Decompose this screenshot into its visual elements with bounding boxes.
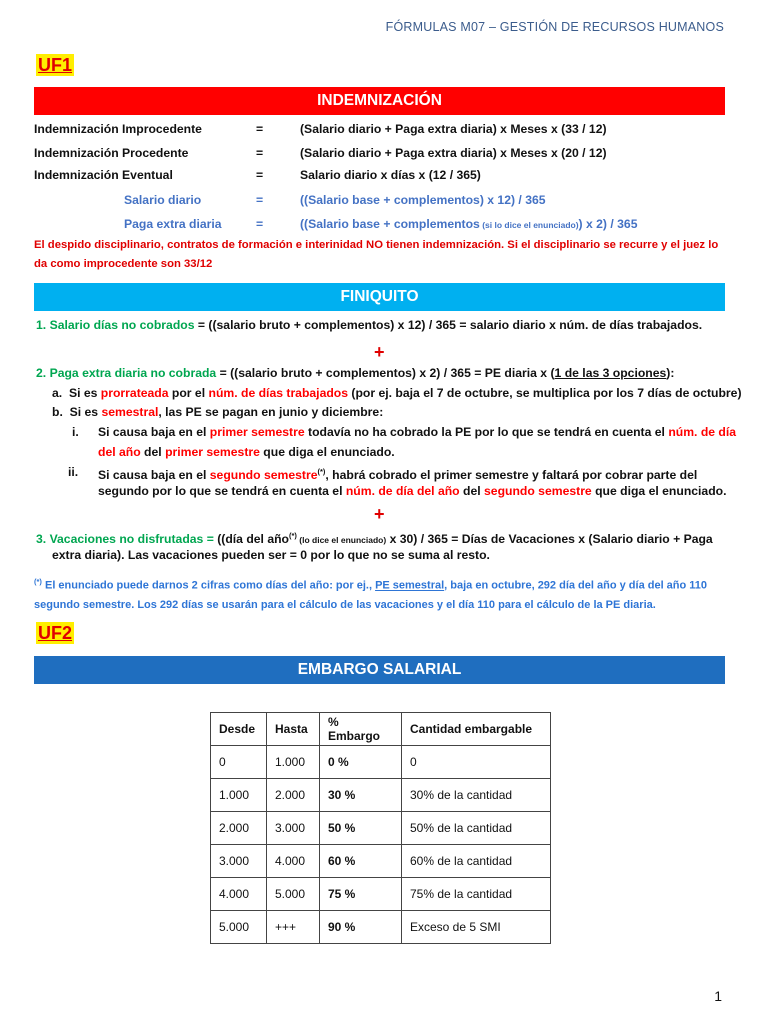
table-cell: 0 <box>211 746 267 779</box>
equals-sign: = <box>256 146 264 160</box>
table-cell: 1.000 <box>211 779 267 812</box>
table-cell: 60% de la cantidad <box>402 845 551 878</box>
text: Si causa baja en el <box>98 468 210 483</box>
finiquito-item-1 <box>36 316 702 334</box>
indemnizacion-banner: INDEMNIZACIÓN <box>34 87 725 115</box>
finiquito-item-2b-i <box>98 423 736 441</box>
equals-sign: = <box>256 122 264 136</box>
text: del <box>140 445 166 459</box>
item-text: = ((salario bruto + complementos) x 2) / 365 = PE diaria x ( <box>216 366 555 380</box>
table-cell: 1.000 <box>267 746 320 779</box>
formula-note: (si lo dice el enunciado) <box>479 220 579 230</box>
table-cell: 75% de la cantidad <box>402 878 551 911</box>
roman-number: ii. <box>68 465 79 479</box>
embargo-banner: EMBARGO SALARIAL <box>34 656 725 684</box>
text: Si es <box>68 386 101 400</box>
table-cell: 75 % <box>320 878 402 911</box>
finiquito-banner: FINIQUITO <box>34 283 725 311</box>
highlight: núm. de día <box>668 425 737 439</box>
item-label: Paga extra diaria no cobrada <box>49 366 217 380</box>
highlight: semestral <box>101 405 159 419</box>
row-label: Paga extra diaria <box>124 217 222 231</box>
item-underline: 1 de las 3 opciones <box>554 366 667 380</box>
table-cell: 4.000 <box>267 845 320 878</box>
text: , habrá cobrado el primer semestre y faltará por cobrar parte del <box>325 468 698 483</box>
finiquito-footnote <box>34 572 734 615</box>
item-label: Salario días no cobrados <box>49 318 195 332</box>
embargo-table <box>210 712 551 944</box>
uf2-label: UF2 <box>38 623 73 643</box>
row-label: Salario diario <box>124 193 202 207</box>
row-formula <box>300 215 638 233</box>
uf1-label: UF1 <box>38 55 73 75</box>
page-number: 1 <box>714 988 722 1004</box>
table-cell: 30 % <box>320 779 402 812</box>
table-cell: 3.000 <box>267 812 320 845</box>
text: El enunciado puede darnos 2 cifras como días del año: por ej., <box>41 579 376 592</box>
column-header: % Embargo <box>320 713 402 746</box>
table-cell: 50% de la cantidad <box>402 812 551 845</box>
item-text: = ((salario bruto + complementos) x 12) / 365 = salario diario x núm. de días trabajados. <box>194 318 703 332</box>
highlight: del año <box>98 445 141 459</box>
table-cell: 2.000 <box>211 812 267 845</box>
table-row <box>211 911 551 944</box>
table-row <box>211 845 551 878</box>
finiquito-item-3-cont: extra diaria). Las vacaciones pueden ser = 0 por lo que no se suma al resto. <box>52 548 490 562</box>
item-label: Vacaciones no disfrutadas = <box>49 532 214 547</box>
footnote-marker: (*) <box>289 531 297 540</box>
table-row <box>211 746 551 779</box>
text: (por ej. baja el 7 de octubre, se multiplica por los 7 días de octubre) <box>348 386 742 400</box>
highlight: primer semestre <box>209 425 305 439</box>
table-row <box>211 878 551 911</box>
text: por el <box>168 386 209 400</box>
text: segundo por lo que se tendrá en cuenta el <box>98 484 346 498</box>
formula-part: ((Salario base + complementos <box>300 217 480 231</box>
text: Si causa baja en el <box>98 425 210 439</box>
table-header-row <box>211 713 551 746</box>
equals-sign: = <box>256 193 264 207</box>
item-text: x 30) / 365 = Días de Vacaciones x (Salario diario + Paga <box>386 532 713 547</box>
text: , baja en octubre, 292 día del año y día del año 110 <box>444 579 708 592</box>
table-cell: 4.000 <box>211 878 267 911</box>
highlight: segundo semestre <box>484 484 592 498</box>
row-label: Indemnización Eventual <box>34 168 173 182</box>
table-cell: 60 % <box>320 845 402 878</box>
formula-part: ) x 2) / 365 <box>578 217 638 231</box>
equals-sign: = <box>256 217 264 231</box>
highlight: prorrateada <box>100 386 169 400</box>
item-text: ((día del año <box>213 532 289 547</box>
highlight: núm. de días trabajados <box>208 386 349 400</box>
sub-number: b. <box>52 405 63 419</box>
finiquito-item-2b-i-cont <box>98 443 395 461</box>
highlight: núm. de día del año <box>345 484 460 498</box>
table-cell: 50 % <box>320 812 402 845</box>
finiquito-item-2 <box>36 364 674 382</box>
text: del <box>459 484 485 498</box>
table-cell: +++ <box>267 911 320 944</box>
column-header: Hasta <box>267 713 320 746</box>
item-number: 1. <box>36 318 47 332</box>
table-cell: 0 <box>402 746 551 779</box>
text: Si es <box>69 405 102 419</box>
text: que diga el enunciado. <box>591 484 727 498</box>
text: todavía no ha cobrado la PE por lo que se tendrá en cuenta el <box>304 425 669 439</box>
finiquito-item-2b-ii-cont <box>98 482 726 500</box>
table-cell: 2.000 <box>267 779 320 812</box>
row-formula: (Salario diario + Paga extra diaria) x Meses x (20 / 12) <box>300 146 607 160</box>
text: , las PE se pagan en junio y diciembre: <box>158 405 384 419</box>
document-header-title: FÓRMULAS M07 – GESTIÓN DE RECURSOS HUMANOS <box>385 20 724 34</box>
roman-number: i. <box>72 425 79 439</box>
table-cell: Exceso de 5 SMI <box>402 911 551 944</box>
equals-sign: = <box>256 168 264 182</box>
row-label: Indemnización Procedente <box>34 146 189 160</box>
item-number: 3. <box>36 532 47 547</box>
table-cell: 3.000 <box>211 845 267 878</box>
row-formula: Salario diario x días x (12 / 365) <box>300 168 481 182</box>
indemnizacion-row <box>34 120 202 138</box>
plus-sign: + <box>374 342 385 362</box>
highlight: segundo semestre <box>209 468 318 483</box>
table-row <box>211 812 551 845</box>
underline-text: PE semestral <box>375 579 445 592</box>
item-number: 2. <box>36 366 47 380</box>
table-cell: 0 % <box>320 746 402 779</box>
row-formula: (Salario diario + Paga extra diaria) x Meses x (33 / 12) <box>300 122 607 136</box>
table-cell: 5.000 <box>211 911 267 944</box>
table-cell: 5.000 <box>267 878 320 911</box>
table-cell: 90 % <box>320 911 402 944</box>
indemnizacion-note: El despido disciplinario, contratos de formación e interinidad NO tienen indemnización. Si el disciplinario se recurre y el juez lo da como improcedente son 33/12 <box>34 239 719 270</box>
text: segundo semestre. Los 292 días se usarán para el cálculo de las vacaciones y el día 110 para el cálculo de la PE diaria. <box>34 598 656 611</box>
text: que diga el enunciado. <box>259 445 395 459</box>
row-label: Indemnización Improcedente <box>34 122 202 136</box>
row-formula: ((Salario base + complementos) x 12) / 365 <box>300 193 546 207</box>
finiquito-item-2b <box>52 403 383 421</box>
plus-sign: + <box>374 504 385 524</box>
table-cell: 30% de la cantidad <box>402 779 551 812</box>
highlight: primer semestre <box>165 445 260 459</box>
footnote-marker: (*) <box>317 467 326 476</box>
sub-number: a. <box>52 386 63 400</box>
item-note: (lo dice el enunciado) <box>296 535 387 546</box>
item-text-end: ): <box>666 366 675 380</box>
column-header: Desde <box>211 713 267 746</box>
column-header: Cantidad embargable <box>402 713 551 746</box>
footnote-marker: (*) <box>34 577 42 586</box>
finiquito-item-2b-ii <box>98 463 697 484</box>
finiquito-item-2a <box>52 384 742 402</box>
table-row <box>211 779 551 812</box>
